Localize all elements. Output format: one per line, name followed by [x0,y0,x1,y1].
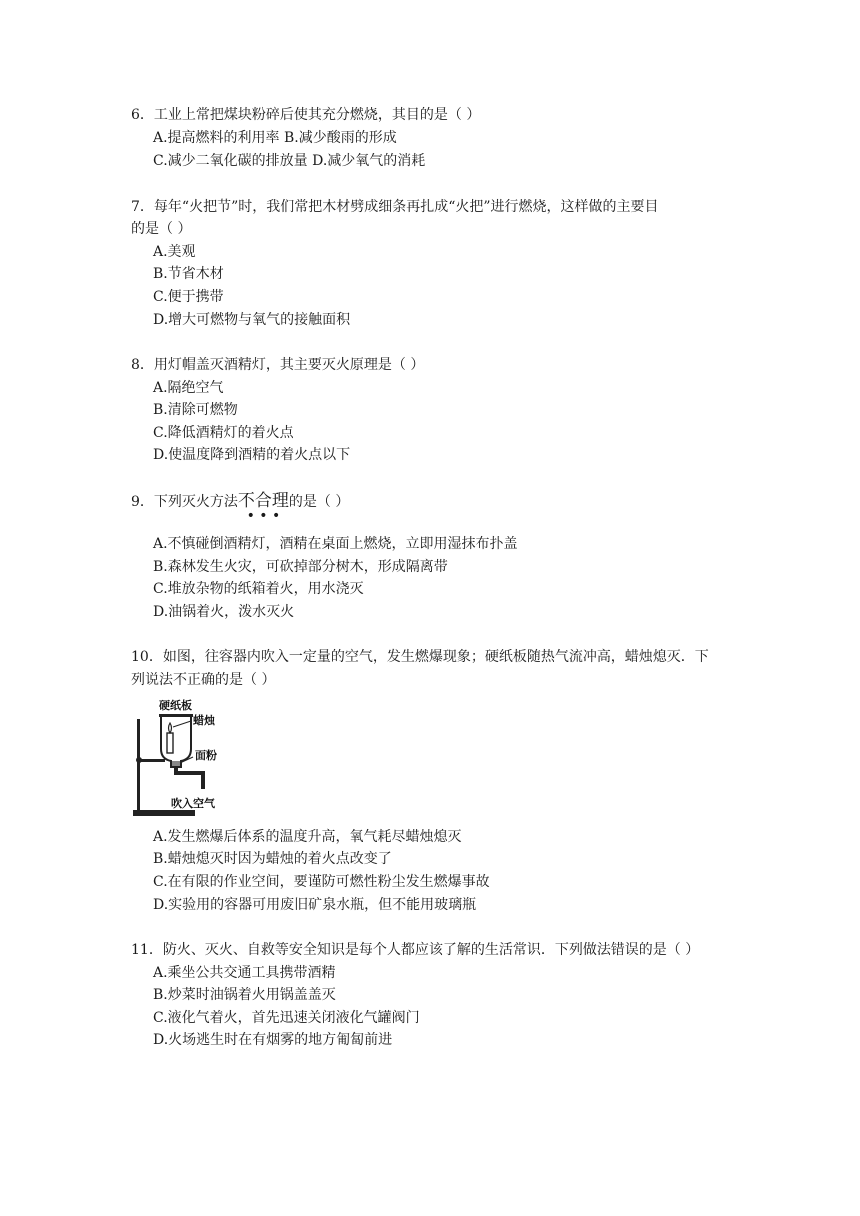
candle-pointer [173,721,191,727]
q9-emphasis-text: 不合理 [237,491,289,511]
q6-stem: 6．工业上常把煤块粉碎后使其充分燃烧，其目的是（ ） [131,107,481,123]
q9-option-a: A.不慎碰倒酒精灯，酒精在桌面上燃烧，立即用湿抹布扑盖 [153,536,518,552]
q9-stem-before: 9．下列灭火方法 [131,494,238,510]
q9-stem-after: 的是（ ） [288,494,350,510]
q8-option-a: A.隔绝空气 [153,380,224,396]
candle-flame [169,723,172,733]
q8-option-d: D.使温度降到酒精的着火点以下 [153,447,351,463]
q9-option-d: D.油锅着火，泼水灭火 [153,604,295,620]
q11-option-b: B.炒菜时油锅着火用锅盖盖灭 [153,987,336,1003]
q11-option-d: D.火场逃生时在有烟雾的地方匍匐前进 [153,1032,393,1048]
q10-stem-line2: 列说法不正确的是（ ） [131,672,276,688]
q11-option-a: A.乘坐公共交通工具携带酒精 [153,965,336,981]
label-cardboard: 硬纸板 [159,699,192,712]
q10-option-c: C.在有限的作业空间，要谨防可燃性粉尘发生燃爆事故 [153,874,490,890]
q7-stem-line1: 7．每年“火把节”时，我们常把木材劈成细条再扎成“火把”进行燃烧，这样做的主要目 [131,199,659,215]
stand-rod [137,719,140,811]
clamp-arm [139,759,165,762]
q8-stem: 8．用灯帽盖灭酒精灯，其主要灭火原理是（ ） [131,357,425,373]
clamp-knob [136,757,142,763]
q9-stem [131,490,350,524]
emphasis-dots: • • • [246,508,281,524]
q7-stem-line2: 的是（ ） [131,221,192,237]
q11-stem: 11．防火、灭火、自救等安全知识是每个人都应该了解的生活常识．下列做法错误的是（ ） [131,942,700,958]
q7-option-b: B.节省木材 [153,266,224,282]
q10-option-a: A.发生燃爆后体系的温度升高，氧气耗尽蜡烛熄灭 [153,829,462,845]
air-tube [176,767,203,789]
q10-option-d: D.实验用的容器可用废旧矿泉水瓶，但不能用玻璃瓶 [153,897,477,913]
flour [172,761,180,766]
q7-option-c: C.便于携带 [153,289,224,305]
experiment-figure [131,697,243,823]
q8-option-b: B.清除可燃物 [153,402,238,418]
cardboard [159,714,193,717]
q9-option-b: B.森林发生火灾，可砍掉部分树木，形成隔离带 [153,559,448,575]
candle [167,733,173,753]
q6-options-line2: C.减少二氧化碳的排放量 D.减少氧气的消耗 [153,153,426,169]
label-blow-air: 吹入空气 [171,797,215,810]
q6-options-line1: A.提高燃料的利用率 B.减少酸雨的形成 [153,130,397,146]
q7-option-d: D.增大可燃物与氧气的接触面积 [153,312,351,328]
q10-option-b: B.蜡烛熄灭时因为蜡烛的着火点改变了 [153,851,392,867]
label-candle: 蜡烛 [193,714,215,727]
label-flour: 面粉 [195,749,217,762]
q9-stem-emphasis [237,490,289,524]
q11-option-c: C.液化气着火，首先迅速关闭液化气罐阀门 [153,1010,420,1026]
q9-option-c: C.堆放杂物的纸箱着火，用水浇灭 [153,581,364,597]
q7-option-a: A.美观 [153,244,196,260]
q10-stem-line1: 10．如图，往容器内吹入一定量的空气，发生燃爆现象；硬纸板随热气流冲高，蜡烛熄灭．下 [131,649,709,665]
q8-option-c: C.降低酒精灯的着火点 [153,425,294,441]
stand-base [133,810,195,816]
